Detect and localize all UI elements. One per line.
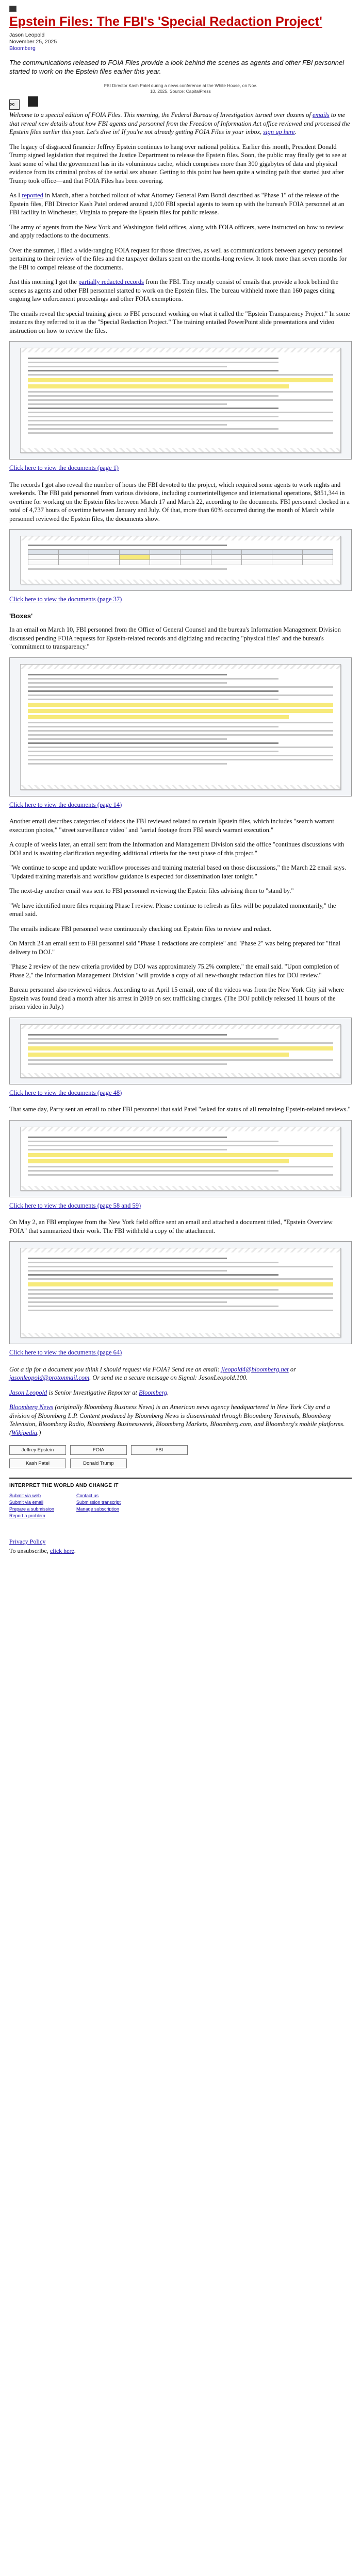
tip-paragraph: Got a tip for a document you think I should request via FOIA? Send me an email: jleopold4@bloomberg.net or jasonleopold@protonmail.com. Or send me a secure message on Signal: JasonLeopold.100. <box>9 1365 296 1381</box>
author-bio: Jason Leopold is Senior Investigative Reporter at Bloomberg. <box>9 1388 169 1396</box>
document-image[interactable] <box>9 529 352 591</box>
envelope-icon[interactable]: ✉ <box>9 99 20 110</box>
bloomberg-link[interactable]: Bloomberg <box>139 1388 168 1396</box>
footer-link[interactable]: Contact us <box>76 1493 99 1498</box>
paragraph: The next-day another email was sent to FBI personnel reviewing the Epstein files advising them to "stand by." <box>9 887 294 894</box>
paragraph: Just this morning I got the partially redacted records from the FBI. They mostly consist of emails that provide a look behind the scenes as agents and other FBI personnel started to work on the Epstein files. The bureau withheld more than 160 pages citing ongoing law enforcement proceedings and other FOIA exemptions. <box>9 278 339 302</box>
footer-link[interactable]: Report a problem <box>9 1513 45 1518</box>
tag[interactable]: FBI <box>131 1445 188 1455</box>
view-documents-link[interactable]: Click here to view the documents (page 58 and 59) <box>9 1201 141 1209</box>
tag[interactable]: Kash Patel <box>9 1459 66 1468</box>
paragraph: A couple of weeks later, an email sent from the Information and Management Division said the office "continues discussions with DOJ and is awaiting clarification regarding additional criteria for the next phase of this project." <box>9 841 344 857</box>
publisher-link[interactable]: Bloomberg <box>9 45 36 52</box>
tag[interactable]: Donald Trump <box>70 1459 127 1468</box>
paragraph: The emails indicate FBI personnel were continuously checking out Epstein files to review and redact. <box>9 925 271 933</box>
document-image[interactable] <box>9 657 352 796</box>
publisher-about: Bloomberg News (originally Bloomberg Business News) is an American news agency headquartered in New York City and a division of Bloomberg L.P. Content produced by Bloomberg News is disseminated through Bloomberg Terminals, Bloomberg Television, Bloomberg Radio, Bloomberg Businessweek, Bloomberg Markets, Bloomberg.com, and Bloomberg's mobile platforms. (Wikipedia.) <box>9 1403 345 1436</box>
paragraph: The army of agents from the New York and Washington field offices, along with FOIA officers, were instructed on how to review and apply redactions to the documents. <box>9 223 344 239</box>
tag[interactable]: Jeffrey Epstein <box>9 1445 66 1455</box>
author: Jason Leopold <box>9 32 45 38</box>
unsubscribe-link[interactable]: click here <box>50 1547 74 1554</box>
paragraph: On March 24 an email sent to FBI personnel said "Phase 1 redactions are complete" and "Phase 2" was being prepared for "final delivery to DOJ." <box>9 940 340 956</box>
section-heading: 'Boxes' <box>9 612 33 620</box>
paragraph: Bureau personnel also reviewed videos. According to an April 15 email, one of the videos was from the New York City jail where Epstein was found dead a month after his arrest in 2019 on sex trafficking charges. (The DOJ publicly released 11 hours of the prison video in July.) <box>9 986 344 1010</box>
emails-link[interactable]: emails <box>313 111 330 118</box>
reported-link[interactable]: reported <box>22 192 43 199</box>
footer-link[interactable]: Submit via web <box>9 1493 41 1498</box>
author-link[interactable]: Jason Leopold <box>9 1388 47 1396</box>
paragraph: "We continue to scope and update workflow processes and training material based on those discussions," the March 22 email says. "Updated training materials and workflow guidance is expected for dissemination later tonight." <box>9 864 347 880</box>
redacted-records-link[interactable]: partially redacted records <box>78 278 144 285</box>
paragraph: In an email on March 10, FBI personnel from the Office of General Counsel and the bureau's Information Management Division discussed pending FOIA requests for Epstein-related records and digitizing and redacting "physical files" and the bureau's "commitment to transparency." <box>9 626 341 650</box>
email-link[interactable]: jleopold4@bloomberg.net <box>221 1365 289 1373</box>
footer-link[interactable]: Manage subscription <box>76 1506 120 1512</box>
footer-link[interactable]: Prepare a submission <box>9 1506 55 1512</box>
footer-link[interactable]: Submission transcript <box>76 1500 121 1505</box>
document-image[interactable] <box>9 1120 352 1197</box>
paragraph: "We have identified more files requiring Phase I review. Please continue to refresh as files will be populated momentarily," the email said. <box>9 902 336 918</box>
footer-link[interactable]: Submit via email <box>9 1500 44 1505</box>
byline <box>9 32 352 52</box>
paragraph: The legacy of disgraced financier Jeffrey Epstein continues to hang over national politics. Earlier this month, President Donald Trump signed legislation that required the Justice Department to release the Epstein files. Soon, the public may finally get to see at least some of what the government has in its voluminous cache, which comprises more than 300 gigabytes of data and physical evidence from its criminal probes of the serial sex abuser. Getting to this point has been quite a winding path that started just after Trump took office—and that FOIA Files has been covering. <box>9 143 347 184</box>
share-icons <box>9 96 361 111</box>
wikipedia-link[interactable]: Wikipedia <box>11 1429 38 1436</box>
paragraph: The records I got also reveal the number of hours the FBI devoted to the project, which required some agents to work nights and weekends. The FBI paid personnel from various divisions, including counterintelligence and international operations, $851,344 in overtime for working on the Epstein files between March 17 and March 22, according to the documents. FBI personnel clocked in a total of 4,737 hours of overtime between January and July. Of that, more than 60% occurred during the month of March while personnel reviewed the Epstein files, the documents show. <box>9 481 350 522</box>
article-body <box>9 111 352 1437</box>
date: November 25, 2025 <box>9 39 57 45</box>
view-documents-link[interactable]: Click here to view the documents (page 1) <box>9 464 119 471</box>
tag[interactable]: FOIA <box>70 1445 127 1455</box>
dek: The communications released to FOIA Files provide a look behind the scenes as agents and other FBI personnel started to work on the Epstein files earlier this year. <box>9 59 344 75</box>
sign-up-link[interactable]: sign up here <box>263 128 295 135</box>
footer-title: INTERPRET THE WORLD AND CHANGE IT <box>9 1483 119 1488</box>
paragraph: "Phase 2 review of the new criteria provided by DOJ was approximately 75.2% complete," the email said. "Upon completion of Phase 2," the Information Management Division "will provide a copy of all new-thought redaction files for DOJ review." <box>9 963 339 979</box>
print-icon[interactable] <box>28 96 38 107</box>
document-image[interactable] <box>9 1018 352 1084</box>
paragraph: Another email describes categories of videos the FBI reviewed related to certain Epstein files, which includes "search warrant execution photos," "street surveillance video" and "aerial footage from FBI search warrant execution." <box>9 818 334 834</box>
hero-caption: FBI Director Kash Patel during a news conference at the White House, on Nov. 10, 2025. Source: CapitalPress <box>104 83 257 94</box>
paragraph: Over the summer, I filed a wide-ranging FOIA request for those directives, as well as communications between agency personnel pertaining to their review of the files and the taxpayer dollars spent on the months-long review. It took more than seven months for the FBI to compel release of the documents. <box>9 246 347 271</box>
paragraph: That same day, Parry sent an email to other FBI personnel that said Patel "asked for status of all remaining Epstein-related reviews." <box>9 1106 351 1113</box>
view-documents-link[interactable]: Click here to view the documents (page 37) <box>9 596 122 603</box>
footer <box>9 1478 352 1519</box>
email-link-alt[interactable]: jasonleopold@protonmail.com <box>9 1374 90 1381</box>
privacy-policy-link[interactable]: Privacy Policy <box>9 1538 46 1545</box>
newsletter-icon <box>9 6 17 12</box>
paragraph: On May 2, an FBI employee from the New York field office sent an email and attached a document titled, "Epstein Overview FOIA" that summarized their work. The FBI withheld a copy of the attachment. <box>9 1218 333 1234</box>
bottom-meta: Privacy Policy To unsubscribe, click here. <box>9 1538 76 1554</box>
headline[interactable]: Epstein Files: The FBI's 'Special Redaction Project' <box>9 14 322 29</box>
document-image[interactable] <box>9 341 352 460</box>
footer-column <box>9 1493 76 1519</box>
paragraph: As I reported in March, after a botched rollout of what Attorney General Pam Bondi described as "Phase 1" of the release of the Epstein files, FBI Director Kash Patel ordered around 1,000 FBI special agents to team up with the bureau's FOIA personnel at an FBI facility in Winchester, Virginia to prepare the Epstein files for public release. <box>9 192 344 216</box>
document-image[interactable] <box>9 1241 352 1344</box>
footer-column <box>76 1493 143 1519</box>
paragraph: The emails reveal the special training given to FBI personnel working on what it called the "Epstein Transparency Project." In some instances they referred to it as the "Special Redaction Project." The training entailed PowerPoint slide presentations and video instruction on how to review the files. <box>9 310 350 334</box>
bloomberg-news-link[interactable]: Bloomberg News <box>9 1403 54 1411</box>
view-documents-link[interactable]: Click here to view the documents (page 14) <box>9 801 122 808</box>
view-documents-link[interactable]: Click here to view the documents (page 64) <box>9 1349 122 1356</box>
top-icons <box>0 0 361 11</box>
view-documents-link[interactable]: Click here to view the documents (page 48) <box>9 1089 122 1096</box>
tags <box>9 1445 352 1468</box>
intro-paragraph: Welcome to a special edition of FOIA Files. This morning, the Federal Bureau of Investigation turned over dozens of emails to me that reveal new details about how FBI agents and personnel from the Freedom of Information Act office reviewed and processed the Epstein files earlier this year. Let's dive in! If you're not already getting FOIA Files in your inbox, sign up here. <box>9 111 350 135</box>
